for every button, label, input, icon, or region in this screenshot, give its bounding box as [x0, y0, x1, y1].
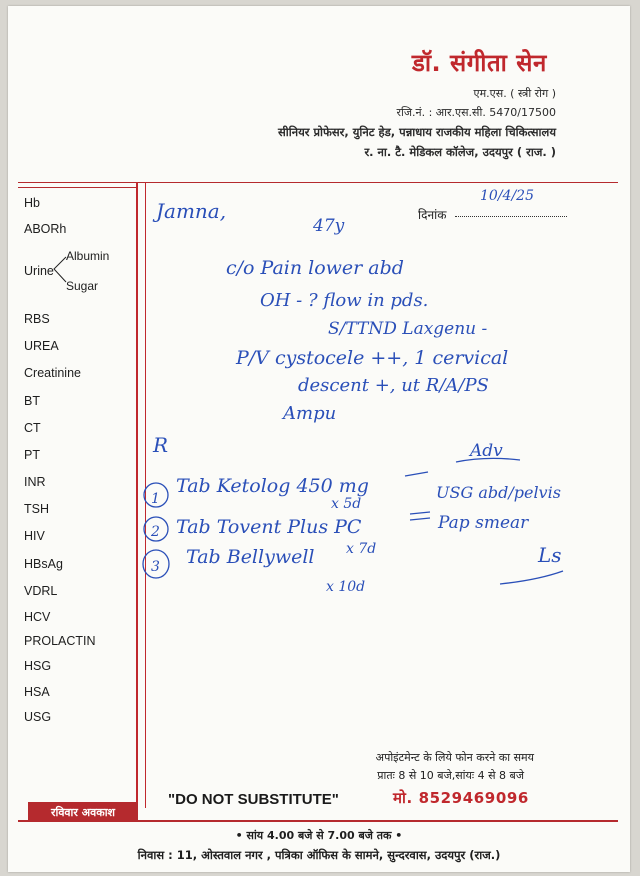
college-name: र. ना. टै. मेडिकल कॉलेज, उदयपुर ( राज. )	[364, 145, 556, 159]
hw-med-1: Tab Ketolog 450 mg	[176, 475, 369, 497]
sunday-holiday-badge: रविवार अवकाश	[28, 802, 138, 822]
test-hcv: HCV	[24, 610, 51, 624]
mobile-number: मो. 8529469096	[393, 789, 529, 807]
test-hsa: HSA	[24, 685, 50, 699]
test-urine-albumin: Albumin	[66, 249, 110, 263]
hw-med-1-dose: x 5d	[331, 496, 362, 512]
test-rbs: RBS	[24, 312, 50, 326]
hw-equals	[410, 512, 430, 520]
test-urine-sugar: Sugar	[66, 279, 99, 293]
hw-signature: Ls	[538, 543, 562, 567]
hw-dash	[405, 472, 428, 476]
evening-timing: • सांय 4.00 बजे से 7.00 बजे तक •	[235, 829, 403, 842]
hw-med-2-dose: x 7d	[346, 541, 377, 557]
test-usg: USG	[24, 710, 52, 724]
hw-complaint: c/o Pain lower abd	[226, 257, 404, 279]
test-urine: Urine	[24, 264, 54, 278]
hw-pap-smear: Pap smear	[438, 513, 529, 533]
test-aborh: ABORh	[24, 222, 67, 236]
test-vdrl: VDRL	[24, 584, 58, 598]
hw-med-2-number: 2	[151, 524, 160, 540]
hw-med-3-dose: x 10d	[326, 579, 366, 595]
hw-age: 47y	[313, 216, 345, 236]
hw-med-2: Tab Tovent Plus PC	[176, 516, 362, 538]
hw-med-3: Tab Bellywell	[186, 546, 315, 568]
test-tsh: TSH	[24, 502, 49, 516]
test-creatinine: Creatinine	[24, 366, 81, 380]
appointment-hours: प्रातः 8 से 10 बजे,सांयः 4 से 8 बजे	[377, 769, 524, 782]
hw-exam-1: S/TTND Laxgenu -	[328, 319, 488, 339]
hw-usg: USG abd/pelvis	[436, 483, 561, 502]
prescription-sheet	[8, 6, 630, 872]
test-bt: BT	[24, 394, 40, 408]
doctor-name: डॉ. संगीता सेन	[412, 49, 547, 77]
hw-advice: Adv	[470, 441, 503, 461]
test-inr: INR	[24, 475, 46, 489]
designation: सीनियर प्रोफेसर, युनिट हेड, पन्नाधाय राजकीय महिला चिकित्सालय	[277, 125, 556, 139]
hw-patient-name: Jamna,	[156, 199, 227, 223]
hw-history: OH - ? flow in pds.	[260, 290, 429, 311]
hw-exam-2: P/V cystocele ++, 1 cervical	[236, 347, 509, 369]
test-prolactin: PROLACTIN	[24, 634, 96, 648]
hw-med-1-number: 1	[151, 491, 160, 507]
registration-number: रजि.नं. : आर.एस.सी. 5470/17500	[396, 106, 556, 119]
date-label: दिनांक	[418, 208, 447, 222]
hw-date: 10/4/25	[480, 188, 534, 204]
test-pt: PT	[24, 448, 40, 462]
appointment-title: अपोइंटमेन्ट के लिये फोन करने का समय	[375, 751, 534, 764]
doctor-degree: एम.एस. ( स्त्री रोग )	[473, 87, 556, 100]
residence-address: निवास : 11, ओस्तवाल नगर , पत्रिका ऑफिस के सामने, सुन्दरवास, उदयपुर (राज.)	[137, 848, 501, 862]
test-hsg: HSG	[24, 659, 52, 673]
test-hiv: HIV	[24, 529, 45, 543]
hw-sign-stroke	[500, 571, 563, 584]
do-not-substitute: "DO NOT SUBSTITUTE"	[168, 791, 339, 808]
hw-rx-symbol: R	[153, 433, 169, 457]
hw-exam-4: Ampu	[283, 403, 337, 424]
footer-divider	[18, 820, 618, 822]
test-ct: CT	[24, 421, 41, 435]
test-hb: Hb	[24, 196, 40, 210]
hw-exam-3: descent +, ut R/A/PS	[298, 375, 489, 396]
test-urea: UREA	[24, 339, 59, 353]
hw-med-3-number: 3	[151, 559, 160, 575]
test-hbsag: HBsAg	[24, 557, 63, 571]
handwritten-notes	[8, 6, 630, 806]
